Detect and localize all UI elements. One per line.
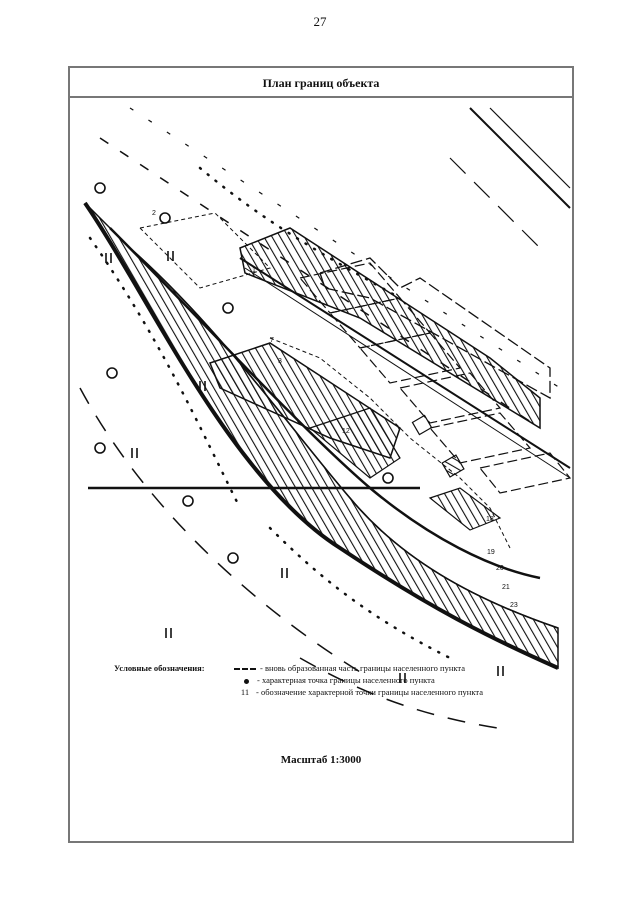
legend-text: - характерная точка границы населенного пункта	[257, 675, 435, 685]
legend-item-number	[234, 686, 483, 698]
point-label: 21	[502, 584, 510, 591]
point-label: 19	[487, 549, 495, 556]
point-number-symbol: 11	[240, 687, 250, 697]
point-label: 2	[152, 210, 156, 217]
plan-frame	[68, 66, 574, 843]
legend-text: - вновь образованная часть границы населенного пункта	[260, 663, 465, 673]
scale-label: Масштаб 1:3000	[280, 754, 362, 766]
point-label: 1	[252, 267, 256, 274]
dash-line-icon	[234, 668, 256, 670]
point-label: 18	[486, 516, 494, 523]
legend-item-dot	[234, 674, 435, 686]
legend-item-dash	[234, 662, 465, 674]
point-label: 20	[496, 565, 504, 572]
plan-title: План границ объекта	[70, 68, 572, 98]
legend-heading: Условные обозначения:	[114, 663, 205, 673]
page-number: 27	[313, 14, 327, 29]
point-label: 23	[510, 602, 518, 609]
point-label: 12	[342, 428, 350, 435]
legend-text: - обозначение характерной точки границы населенного пункта	[256, 687, 483, 697]
point-label: 7	[270, 337, 274, 344]
dot-icon	[244, 679, 249, 684]
small-blocks	[412, 415, 500, 530]
boundary-map	[70, 98, 572, 730]
point-label: 3	[278, 358, 282, 365]
